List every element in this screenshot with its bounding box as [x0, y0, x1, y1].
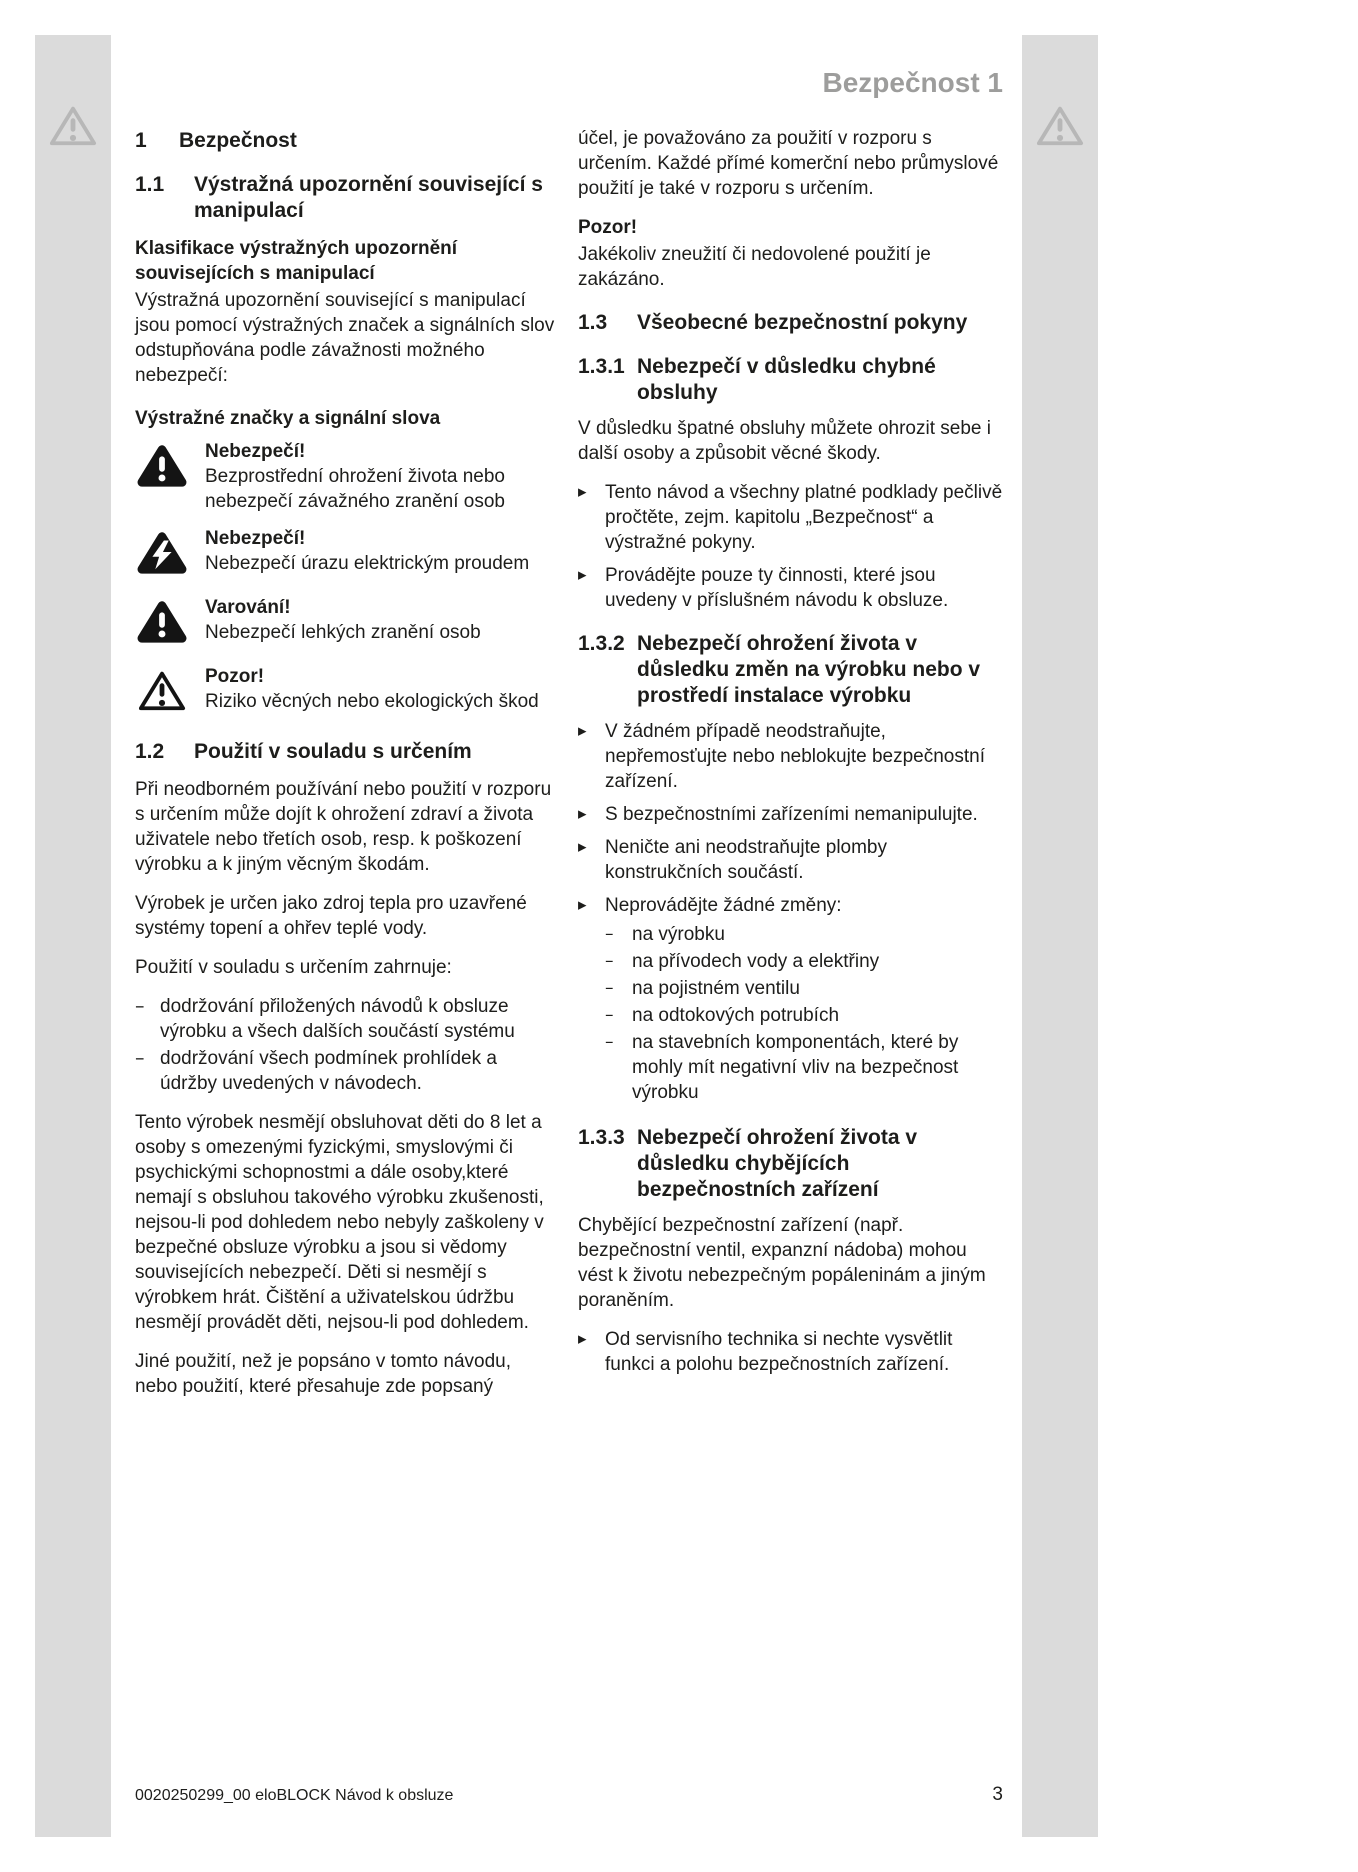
running-header: Bezpečnost 1: [822, 67, 1003, 98]
warning-sign-item: [135, 439, 555, 514]
arrow-bullet-icon: ▸: [578, 895, 587, 915]
section-heading-1-3: [578, 310, 1003, 336]
page-number: 3: [992, 1784, 1003, 1805]
paragraph: Použití v souladu s určením zahrnuje:: [135, 957, 452, 978]
arrow-list: [578, 480, 1003, 613]
list-item: [578, 719, 1003, 794]
dash-list: [135, 994, 555, 1096]
arrow-bullet-icon: ▸: [578, 482, 587, 502]
warning-sign-item: [135, 526, 555, 583]
left-column: [135, 126, 555, 1413]
paragraph: Jiné použití, než je popsáno v tomto návodu, nebo použití, které přesahuje zde popsaný: [135, 1351, 512, 1397]
arrow-bullet-icon: ▸: [578, 721, 587, 741]
right-margin-bar: [1022, 35, 1098, 1837]
subheading-pozor: Pozor!: [578, 217, 638, 238]
subheading-classification: Klasifikace výstražných upozornění souvisejících s manipulací: [135, 238, 458, 284]
paragraph: Tento výrobek nesmějí obsluhovat děti do 8 let a osoby s omezenými fyzickými, smyslovými či psychickými schopnostmi a dále osoby,které nemají s obsluhou takového výrobku zkušenosti, nejsou-li pod dohledem nebo nebyly zaškoleny v bezpečné obsluze výrobku a jsou si vědomy souvisejících nebezpečí. Děti si nesmějí s výrobkem hrát. Čištění a uživatelskou údržbu nesmějí provádět děti, nejsou-li pod dohledem.: [135, 1112, 544, 1333]
list-item: [135, 1046, 555, 1096]
section-title: Nebezpečí v důsledku chybné obsluhy: [637, 355, 936, 404]
list-item-text: na pojistném ventilu: [632, 978, 800, 999]
paragraph: Při neodborném používání nebo použití v rozporu s určením může dojít k ohrožení zdraví a života uživatele nebo třetích osob, resp. k poškození výrobku a k jiným věcným škodám.: [135, 779, 552, 875]
list-item-text: Od servisního technika si nechte vysvětlit funkci a polohu bezpečnostních zařízení.: [605, 1329, 953, 1375]
arrow-bullet-icon: ▸: [578, 565, 587, 585]
warning-text: [205, 526, 555, 576]
warning-triangle-lightning-icon: [135, 526, 205, 583]
warning-sign-item: [135, 664, 555, 721]
paragraph: účel, je považováno za použití v rozporu s určením. Každé přímé komerční nebo průmyslové použití je také v rozporu s určením.: [578, 128, 999, 199]
warning-signal-word: Nebezpečí!: [205, 528, 306, 549]
section-heading-1-2: [135, 739, 555, 765]
section-number: 1.3.1: [578, 355, 625, 378]
paragraph: Výstražná upozornění související s manipulací jsou pomocí výstražných značek a signálních slov odstupňována podle závažnosti možného nebezpečí:: [135, 290, 555, 386]
chapter-number: 1: [135, 129, 147, 152]
list-item: [578, 563, 1003, 613]
right-column: [578, 126, 1003, 1391]
warning-text: [205, 439, 555, 514]
paragraph: V důsledku špatné obsluhy můžete ohrozit sebe i další osoby a způsobit věcné škody.: [578, 418, 991, 464]
subheading-signal-words: Výstražné značky a signální slova: [135, 408, 441, 429]
list-item: [578, 1327, 1003, 1377]
list-item: [605, 922, 1003, 947]
dash-bullet-icon: –: [135, 1047, 145, 1069]
warning-signal-word: Pozor!: [205, 666, 265, 687]
warning-triangle-watermark-icon: [1033, 101, 1087, 156]
list-item: [605, 1003, 1003, 1028]
warning-triangle-watermark-icon: [46, 101, 100, 156]
list-item-text: na výrobku: [632, 924, 725, 945]
dash-bullet-icon: –: [605, 1032, 614, 1052]
warning-text: [205, 664, 555, 714]
warning-signal-word: Nebezpečí!: [205, 441, 306, 462]
warning-triangle-exclamation-icon: [135, 595, 205, 652]
section-heading-1-1: [135, 172, 555, 224]
section-title: Výstražná upozornění související s manipulací: [194, 173, 543, 222]
left-margin-bar: [35, 35, 111, 1837]
list-item: [578, 893, 1003, 1107]
section-number: 1.3: [578, 311, 608, 334]
warning-description: Nebezpečí lehkých zranění osob: [205, 622, 481, 643]
section-number: 1.3.2: [578, 632, 625, 655]
paragraph: Chybějící bezpečnostní zařízení (např. bezpečnostní ventil, expanzní nádoba) mohou vést k životu nebezpečným popáleninám a jiným poraněním.: [578, 1215, 986, 1311]
document-id: 0020250299_00 eloBLOCK Návod k obsluze: [135, 1787, 454, 1804]
dash-bullet-icon: –: [605, 1005, 614, 1025]
list-item-text: S bezpečnostními zařízeními nemanipulujte.: [605, 804, 978, 825]
list-item-text: dodržování všech podmínek prohlídek a údržby uvedených v návodech.: [160, 1048, 497, 1094]
dash-bullet-icon: –: [135, 995, 145, 1017]
warning-signal-word: Varování!: [205, 597, 291, 618]
warning-triangle-outline-icon: [135, 664, 205, 721]
list-item-text: na odtokových potrubích: [632, 1005, 840, 1026]
warning-triangle-exclamation-icon: [135, 439, 205, 496]
list-item-text: Provádějte pouze ty činnosti, které jsou uvedeny v příslušném návodu k obsluze.: [605, 565, 949, 611]
dash-bullet-icon: –: [605, 924, 614, 944]
warning-description: Riziko věcných nebo ekologických škod: [205, 691, 539, 712]
paragraph: Jakékoliv zneužití či nedovolené použití je zakázáno.: [578, 244, 931, 290]
warning-description: Bezprostřední ohrožení života nebo nebezpečí závažného zranění osob: [205, 466, 505, 512]
dash-bullet-icon: –: [605, 951, 614, 971]
list-item: [578, 480, 1003, 555]
list-item: [578, 802, 1003, 827]
arrow-bullet-icon: ▸: [578, 837, 587, 857]
dash-sublist: [605, 922, 1003, 1105]
arrow-list: [578, 719, 1003, 1107]
section-heading-1-3-2: [578, 631, 1003, 709]
chapter-heading-1: [135, 128, 555, 154]
dash-bullet-icon: –: [605, 978, 614, 998]
section-number: 1.1: [135, 173, 165, 196]
section-heading-1-3-1: [578, 354, 1003, 406]
section-title: Nebezpečí ohrožení života v důsledku chybějících bezpečnostních zařízení: [637, 1126, 918, 1201]
list-item: [135, 994, 555, 1044]
paragraph: Výrobek je určen jako zdroj tepla pro uzavřené systémy topení a ohřev teplé vody.: [135, 893, 527, 939]
warning-sign-item: [135, 595, 555, 652]
list-item-text: dodržování přiložených návodů k obsluze výrobku a všech dalších součástí systému: [160, 996, 515, 1042]
warning-description: Nebezpečí úrazu elektrickým proudem: [205, 553, 530, 574]
list-item-text: na přívodech vody a elektřiny: [632, 951, 880, 972]
list-item: [578, 835, 1003, 885]
arrow-list: [578, 1327, 1003, 1377]
section-heading-1-3-3: [578, 1125, 1003, 1203]
list-item-text: na stavebních komponentách, které by mohly mít negativní vliv na bezpečnost výrobku: [632, 1032, 959, 1103]
chapter-title: Bezpečnost: [179, 129, 297, 152]
section-title: Všeobecné bezpečnostní pokyny: [637, 311, 968, 334]
list-item-text: Tento návod a všechny platné podklady pečlivě pročtěte, zejm. kapitolu „Bezpečnost“ a výstražné pokyny.: [605, 482, 1003, 553]
section-title: Nebezpečí ohrožení života v důsledku změn na výrobku nebo v prostředí instalace výrobku: [637, 632, 981, 707]
list-item: [605, 976, 1003, 1001]
list-item-text: V žádném případě neodstraňujte, nepřemosťujte nebo neblokujte bezpečnostní zařízení.: [605, 721, 985, 792]
list-item: [605, 949, 1003, 974]
list-item-text: Neničte ani neodstraňujte plomby konstrukčních součástí.: [605, 837, 888, 883]
warning-text: [205, 595, 555, 645]
list-item-label: Neprovádějte žádné změny:: [605, 895, 842, 916]
list-item: [605, 1030, 1003, 1105]
arrow-bullet-icon: ▸: [578, 1329, 587, 1349]
section-number: 1.3.3: [578, 1126, 625, 1149]
section-title: Použití v souladu s určením: [194, 740, 472, 763]
section-number: 1.2: [135, 740, 165, 763]
arrow-bullet-icon: ▸: [578, 804, 587, 824]
page-footer: [135, 1782, 1003, 1808]
list-item-text: [605, 893, 1003, 1107]
